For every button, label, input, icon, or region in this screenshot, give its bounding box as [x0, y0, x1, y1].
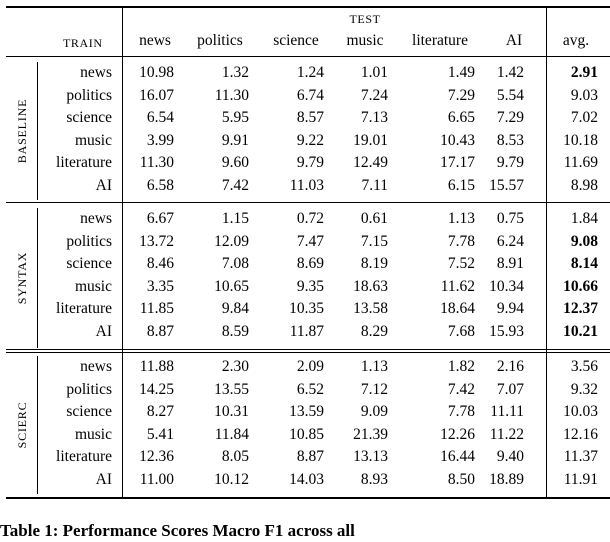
- table-cell: 17.17: [440, 154, 475, 172]
- table-cell: 6.74: [296, 86, 324, 104]
- avg-cell: 8.98: [570, 177, 598, 194]
- row-label: politics: [66, 232, 112, 250]
- row-label: AI: [95, 323, 112, 340]
- table-cell: 10.43: [440, 131, 475, 149]
- table-cell: 9.79: [296, 154, 324, 172]
- table-cell: 10.35: [289, 300, 324, 318]
- group-rule-double-1: [6, 349, 610, 350]
- row-label: AI: [95, 471, 112, 488]
- table-cell: 0.75: [496, 210, 524, 227]
- table-cell: 6.58: [146, 177, 174, 194]
- table-cell: 11.88: [139, 358, 174, 375]
- table-cell: 1.82: [447, 358, 475, 375]
- table-cell: 10.85: [289, 425, 324, 443]
- table-cell: 11.03: [289, 177, 324, 194]
- table-cell: 11.00: [139, 471, 174, 488]
- table-cell: 8.50: [447, 471, 475, 488]
- table-cell: 13.58: [353, 300, 388, 318]
- test-header: TEST: [349, 12, 381, 26]
- table-cell: 7.29: [496, 109, 524, 127]
- avg-cell: 9.32: [570, 380, 598, 398]
- table-cell: 7.78: [447, 403, 475, 421]
- row-label: politics: [66, 86, 112, 104]
- table-cell: 0.72: [296, 210, 324, 227]
- group-rule-double-2: [6, 352, 610, 353]
- group-label: SCIERC: [15, 401, 29, 449]
- table-cell: 0.61: [360, 210, 388, 227]
- table-cell: 7.68: [447, 323, 475, 340]
- table-cell: 11.85: [139, 300, 174, 318]
- avg-cell: 12.16: [563, 425, 598, 443]
- table-cell: 14.25: [139, 380, 174, 398]
- table-cell: 9.79: [496, 154, 524, 172]
- table-cell: 7.08: [221, 255, 249, 273]
- table-cell: 19.01: [353, 131, 388, 149]
- table-cell: 5.95: [221, 109, 249, 127]
- group-bracket: [37, 208, 38, 348]
- table-cell: 8.29: [360, 323, 388, 340]
- table-cell: 8.69: [296, 255, 324, 273]
- table-cell: 15.57: [489, 177, 524, 194]
- table-cell: 10.98: [139, 64, 174, 81]
- table-cell: 8.53: [496, 131, 524, 149]
- table-cell: 1.13: [447, 210, 475, 227]
- train-header: TRAIN: [63, 36, 103, 50]
- avg-cell: 8.14: [570, 255, 598, 273]
- table-cell: 12.49: [353, 154, 388, 172]
- table-cell: 15.93: [489, 323, 524, 340]
- table-cell: 13.13: [353, 448, 388, 466]
- table-cell: 21.39: [353, 425, 388, 443]
- table-cell: 18.64: [440, 300, 475, 318]
- row-label: literature: [56, 154, 112, 172]
- table-cell: 13.59: [289, 403, 324, 421]
- table-cell: 1.13: [360, 358, 388, 375]
- bottom-rule: [6, 497, 610, 499]
- table-cell: 7.42: [447, 380, 475, 398]
- row-label: music: [74, 425, 112, 443]
- table-cell: 8.19: [360, 255, 388, 273]
- avg-cell: 2.91: [570, 64, 598, 81]
- table-cell: 8.87: [146, 323, 174, 340]
- column-header: literature: [412, 32, 468, 49]
- table-cell: 6.15: [447, 177, 475, 194]
- table-cell: 6.52: [296, 380, 324, 398]
- group-bracket: [37, 62, 38, 200]
- column-header: avg.: [562, 32, 590, 49]
- table-cell: 7.11: [361, 177, 388, 194]
- avg-cell: 10.03: [563, 403, 598, 421]
- avg-cell: 1.84: [570, 210, 598, 227]
- table-cell: 18.63: [353, 277, 388, 295]
- row-label: literature: [56, 300, 112, 318]
- column-header: music: [346, 32, 384, 49]
- avg-cell: 3.56: [570, 358, 598, 375]
- table-cell: 1.42: [496, 64, 524, 81]
- table-cell: 1.15: [221, 210, 249, 227]
- table-cell: 16.44: [440, 448, 475, 466]
- table-cell: 8.93: [360, 471, 388, 488]
- table-cell: 16.07: [139, 86, 174, 104]
- table-cell: 10.34: [489, 277, 524, 295]
- row-label: news: [80, 64, 112, 81]
- table-cell: 7.24: [360, 86, 388, 104]
- table-caption: Table 1: Performance Scores Macro F1 across all: [0, 521, 355, 540]
- table-cell: 9.84: [221, 300, 249, 318]
- table-cell: 1.49: [447, 64, 475, 81]
- column-header: science: [273, 32, 319, 49]
- table-cell: 11.11: [490, 403, 524, 421]
- table-cell: 11.30: [214, 86, 249, 104]
- table-cell: 12.36: [139, 448, 174, 466]
- row-label: news: [80, 358, 112, 375]
- table-cell: 8.59: [221, 323, 249, 340]
- table-cell: 9.91: [221, 131, 249, 149]
- table-cell: 8.46: [146, 255, 174, 273]
- table-cell: 6.67: [146, 210, 174, 227]
- table-cell: 9.40: [496, 448, 524, 466]
- table-cell: 13.55: [214, 380, 249, 398]
- avg-cell: 10.18: [563, 131, 598, 149]
- table-cell: 9.09: [360, 403, 388, 421]
- row-label: news: [80, 210, 112, 227]
- table-cell: 9.22: [296, 131, 324, 149]
- table-cell: 3.99: [146, 131, 174, 149]
- column-header: AI: [505, 32, 523, 49]
- table-cell: 7.52: [447, 255, 475, 273]
- column-header: news: [139, 32, 171, 49]
- table-cell: 11.87: [289, 323, 324, 340]
- header-rule: [6, 56, 610, 57]
- table-cell: 7.29: [447, 86, 475, 104]
- row-label: literature: [56, 448, 112, 466]
- avg-cell: 12.37: [563, 300, 598, 318]
- table-cell: 11.62: [440, 277, 475, 295]
- row-label: politics: [66, 380, 112, 398]
- table-cell: 11.22: [489, 425, 524, 443]
- table-cell: 7.47: [296, 232, 324, 250]
- table-cell: 14.03: [289, 471, 324, 488]
- row-label: science: [66, 403, 112, 421]
- avg-cell: 11.91: [563, 471, 598, 488]
- avg-cell: 9.03: [570, 86, 598, 104]
- table-cell: 6.54: [146, 109, 174, 127]
- table-cell: 7.42: [221, 177, 249, 194]
- row-label: AI: [95, 177, 112, 194]
- table-cell: 5.41: [146, 425, 174, 443]
- avg-cell: 11.37: [563, 448, 598, 466]
- group-label: BASELINE: [15, 98, 29, 164]
- table-cell: 1.24: [296, 64, 324, 81]
- table-cell: 7.13: [360, 109, 388, 127]
- table-cell: 7.78: [447, 232, 475, 250]
- table-cell: 3.35: [146, 277, 174, 295]
- vertical-rule-avg: [546, 6, 547, 498]
- table-cell: 6.24: [496, 232, 524, 250]
- table-cell: 10.12: [214, 471, 249, 488]
- avg-cell: 10.66: [563, 277, 598, 295]
- avg-cell: 11.69: [563, 154, 598, 172]
- avg-cell: 9.08: [570, 232, 598, 250]
- table-cell: 2.16: [496, 358, 524, 375]
- row-label: music: [74, 131, 112, 149]
- table-cell: 2.09: [296, 358, 324, 375]
- row-label: music: [74, 277, 112, 295]
- table-cell: 7.12: [360, 380, 388, 398]
- table-cell: 8.91: [496, 255, 524, 273]
- table-cell: 7.07: [496, 380, 524, 398]
- row-label: science: [66, 255, 112, 273]
- group-rule: [6, 202, 610, 203]
- table-cell: 13.72: [139, 232, 174, 250]
- table-cell: 1.01: [360, 64, 388, 81]
- avg-cell: 7.02: [570, 109, 598, 127]
- vertical-rule-label: [122, 6, 123, 498]
- table-cell: 6.65: [447, 109, 475, 127]
- table-cell: 11.30: [139, 154, 174, 172]
- table-cell: 8.57: [296, 109, 324, 127]
- table-cell: 10.65: [214, 277, 249, 295]
- table-cell: 9.94: [496, 300, 524, 318]
- table-cell: 5.54: [496, 86, 524, 104]
- table-cell: 12.09: [214, 232, 249, 250]
- column-header: politics: [197, 32, 243, 49]
- table-cell: 9.35: [296, 277, 324, 295]
- table-cell: 2.30: [221, 358, 249, 375]
- table-cell: 8.27: [146, 403, 174, 421]
- group-bracket: [37, 356, 38, 494]
- row-label: science: [66, 109, 112, 127]
- table-cell: 8.05: [221, 448, 249, 466]
- table-cell: 10.31: [214, 403, 249, 421]
- top-rule: [6, 6, 610, 8]
- table-cell: 9.60: [221, 154, 249, 172]
- table-cell: 8.87: [296, 448, 324, 466]
- table-cell: 7.15: [360, 232, 388, 250]
- table-cell: 18.89: [489, 471, 524, 488]
- group-label: SYNTAX: [15, 251, 29, 305]
- table-cell: 12.26: [440, 425, 475, 443]
- table-cell: 1.32: [221, 64, 249, 81]
- table-cell: 11.84: [214, 425, 249, 443]
- avg-cell: 10.21: [563, 323, 598, 340]
